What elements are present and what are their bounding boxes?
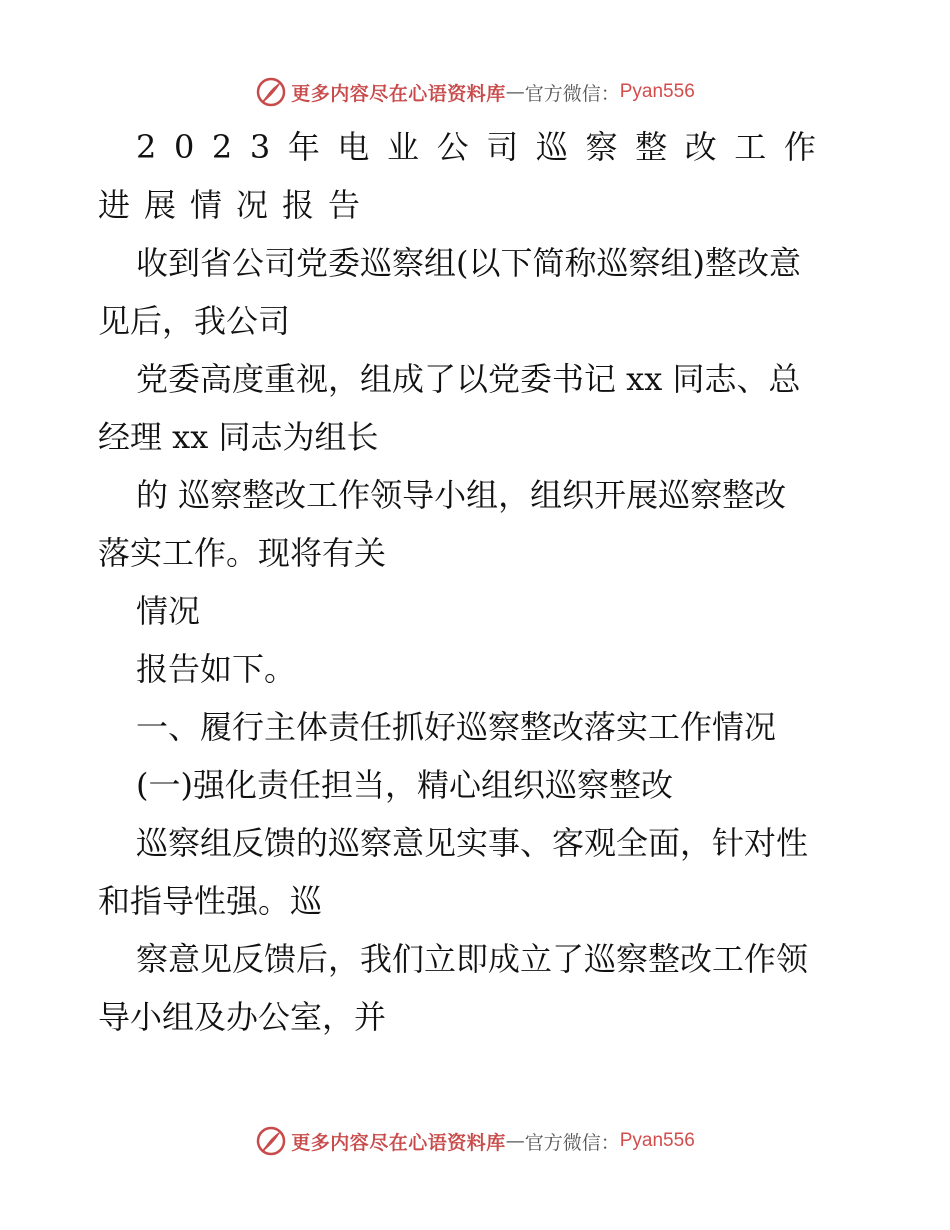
subsection-heading: (一)强化责任担当，精心组织巡察整改 xyxy=(136,766,673,804)
title-char: 2 xyxy=(136,128,157,166)
body-line: 情况 xyxy=(136,592,201,630)
watermark-site-name: 更多内容尽在心语资料库 xyxy=(291,82,506,105)
document-title-line-1 xyxy=(136,127,816,167)
body-line: 报告如下。 xyxy=(136,650,297,688)
title-char: 整 xyxy=(635,128,668,166)
body-line: 导小组及办公室，并 xyxy=(98,998,387,1036)
body-line: 党委高度重视，组成了以党委书记 xx 同志、总 xyxy=(136,360,801,398)
title-char: 0 xyxy=(173,128,195,166)
watermark-official-label: 官方微信： xyxy=(524,82,620,105)
title-char: 2 xyxy=(211,128,233,166)
body-line: 经理 xx 同志为组长 xyxy=(98,418,379,456)
body-line: 收到省公司党委巡察组(以下简称巡察组)整改意 xyxy=(136,244,801,282)
watermark-separator: — xyxy=(505,1130,525,1152)
quill-circle-logo-icon xyxy=(255,76,287,108)
title-char: 电 xyxy=(337,128,370,166)
watermark-wechat-id: Pyan556 xyxy=(619,81,695,102)
title-char: 改 xyxy=(684,128,717,166)
title-char: 年 xyxy=(287,128,320,166)
body-line: 巡察组反馈的巡察意见实事、客观全面，针对性 xyxy=(136,824,809,862)
body-line: 的 巡察整改工作领导小组，组织开展巡察整改 xyxy=(136,476,787,514)
body-line: 见后，我公司 xyxy=(98,302,291,340)
title-char: 工 xyxy=(734,128,767,166)
watermark-separator: — xyxy=(505,81,525,103)
watermark-wechat-id: Pyan556 xyxy=(619,1130,695,1151)
title-char: 作 xyxy=(783,128,816,166)
watermark-site-name: 更多内容尽在心语资料库 xyxy=(291,1131,506,1154)
title-char: 3 xyxy=(249,128,271,166)
header-watermark xyxy=(0,72,950,112)
body-line: 落实工作。现将有关 xyxy=(98,534,387,572)
title-char: 司 xyxy=(486,128,519,166)
footer-watermark xyxy=(0,1121,950,1161)
body-line: 察意见反馈后，我们立即成立了巡察整改工作领 xyxy=(136,940,809,978)
section-heading: 一、履行主体责任抓好巡察整改落实工作情况 xyxy=(136,708,777,746)
title-char: 巡 xyxy=(535,128,568,166)
title-char: 业 xyxy=(387,128,420,166)
document-title-line-2: 进展情况报告 xyxy=(98,186,375,224)
watermark-official-label: 官方微信： xyxy=(524,1131,620,1154)
quill-circle-logo-icon xyxy=(255,1125,287,1157)
body-line: 和指导性强。巡 xyxy=(98,882,323,920)
title-char: 察 xyxy=(585,128,618,166)
title-char: 公 xyxy=(436,128,469,166)
